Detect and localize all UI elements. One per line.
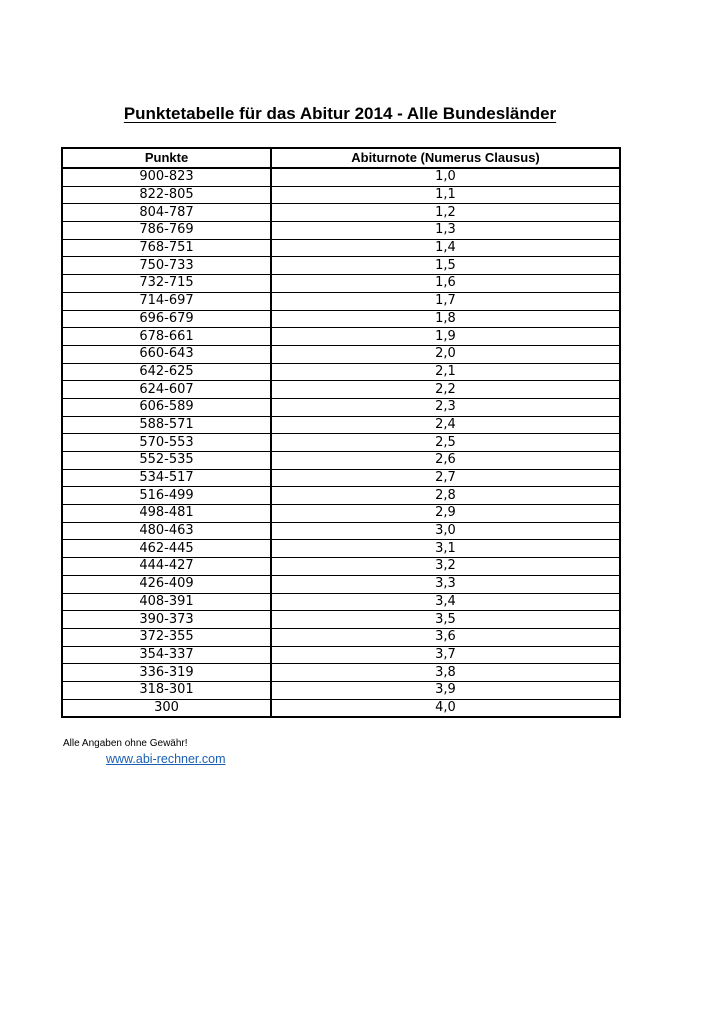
table-row <box>62 398 620 416</box>
grade-cell: 1,0 <box>271 168 620 186</box>
points-range-cell: 318-301 <box>62 681 271 699</box>
grade-cell: 2,3 <box>271 398 620 416</box>
grade-cell: 1,4 <box>271 239 620 257</box>
points-range-cell: 588-571 <box>62 416 271 434</box>
table-row <box>62 487 620 505</box>
points-table <box>61 147 621 718</box>
grade-cell: 1,2 <box>271 204 620 222</box>
table-row <box>62 522 620 540</box>
table-row <box>62 345 620 363</box>
grade-cell: 1,3 <box>271 222 620 240</box>
table-row <box>62 257 620 275</box>
table-row <box>62 593 620 611</box>
grade-cell: 2,9 <box>271 505 620 523</box>
grade-cell: 2,4 <box>271 416 620 434</box>
grade-cell: 3,7 <box>271 646 620 664</box>
grade-cell: 2,1 <box>271 363 620 381</box>
points-range-cell: 408-391 <box>62 593 271 611</box>
grade-cell: 3,0 <box>271 522 620 540</box>
points-range-cell: 606-589 <box>62 398 271 416</box>
grade-cell: 3,4 <box>271 593 620 611</box>
table-row <box>62 363 620 381</box>
table-row <box>62 558 620 576</box>
grade-cell: 2,0 <box>271 345 620 363</box>
table-row <box>62 646 620 664</box>
points-range-cell: 678-661 <box>62 328 271 346</box>
points-range-cell: 534-517 <box>62 469 271 487</box>
grade-cell: 1,6 <box>271 275 620 293</box>
grade-cell: 1,7 <box>271 292 620 310</box>
column-header-punkte: Punkte <box>62 148 271 168</box>
grade-cell: 1,5 <box>271 257 620 275</box>
table-row <box>62 575 620 593</box>
table-row <box>62 611 620 629</box>
points-range-cell: 696-679 <box>62 310 271 328</box>
points-range-cell: 300 <box>62 699 271 717</box>
table-row <box>62 168 620 186</box>
points-range-cell: 372-355 <box>62 628 271 646</box>
table-row <box>62 664 620 682</box>
grade-cell: 1,1 <box>271 186 620 204</box>
table-row <box>62 186 620 204</box>
points-range-cell: 516-499 <box>62 487 271 505</box>
page-title: Punktetabelle für das Abitur 2014 - Alle Bundesländer <box>123 104 557 123</box>
grade-cell: 3,9 <box>271 681 620 699</box>
points-range-cell: 900-823 <box>62 168 271 186</box>
grade-cell: 2,8 <box>271 487 620 505</box>
points-range-cell: 336-319 <box>62 664 271 682</box>
points-range-cell: 786-769 <box>62 222 271 240</box>
table-row <box>62 275 620 293</box>
points-range-cell: 642-625 <box>62 363 271 381</box>
points-range-cell: 822-805 <box>62 186 271 204</box>
disclaimer-note: Alle Angaben ohne Gewähr! <box>63 738 188 749</box>
points-range-cell: 804-787 <box>62 204 271 222</box>
table-header-row <box>62 148 620 168</box>
grade-cell: 1,9 <box>271 328 620 346</box>
table-row <box>62 292 620 310</box>
points-range-cell: 732-715 <box>62 275 271 293</box>
table-row <box>62 505 620 523</box>
grade-cell: 3,1 <box>271 540 620 558</box>
table-row <box>62 469 620 487</box>
points-range-cell: 570-553 <box>62 434 271 452</box>
points-range-cell: 624-607 <box>62 381 271 399</box>
grade-cell: 2,6 <box>271 452 620 470</box>
grade-cell: 2,2 <box>271 381 620 399</box>
points-range-cell: 498-481 <box>62 505 271 523</box>
table-row <box>62 681 620 699</box>
points-range-cell: 552-535 <box>62 452 271 470</box>
table-row <box>62 540 620 558</box>
points-range-cell: 444-427 <box>62 558 271 576</box>
grade-cell: 3,8 <box>271 664 620 682</box>
points-range-cell: 390-373 <box>62 611 271 629</box>
points-range-cell: 768-751 <box>62 239 271 257</box>
table-row <box>62 222 620 240</box>
table-row <box>62 204 620 222</box>
table-row <box>62 628 620 646</box>
points-range-cell: 660-643 <box>62 345 271 363</box>
points-range-cell: 714-697 <box>62 292 271 310</box>
table-body <box>62 168 620 717</box>
points-range-cell: 426-409 <box>62 575 271 593</box>
table-row <box>62 416 620 434</box>
grade-cell: 1,8 <box>271 310 620 328</box>
table-row <box>62 310 620 328</box>
grade-cell: 3,5 <box>271 611 620 629</box>
table-row <box>62 434 620 452</box>
points-range-cell: 750-733 <box>62 257 271 275</box>
grade-cell: 3,3 <box>271 575 620 593</box>
grade-cell: 3,2 <box>271 558 620 576</box>
grade-cell: 4,0 <box>271 699 620 717</box>
table-row <box>62 452 620 470</box>
table-row <box>62 328 620 346</box>
points-range-cell: 462-445 <box>62 540 271 558</box>
grade-cell: 3,6 <box>271 628 620 646</box>
points-range-cell: 480-463 <box>62 522 271 540</box>
website-link[interactable]: www.abi-rechner.com <box>106 752 226 766</box>
table-row <box>62 699 620 717</box>
grade-cell: 2,7 <box>271 469 620 487</box>
column-header-abiturnote: Abiturnote (Numerus Clausus) <box>271 148 620 168</box>
points-range-cell: 354-337 <box>62 646 271 664</box>
grade-cell: 2,5 <box>271 434 620 452</box>
table-row <box>62 239 620 257</box>
table-row <box>62 381 620 399</box>
